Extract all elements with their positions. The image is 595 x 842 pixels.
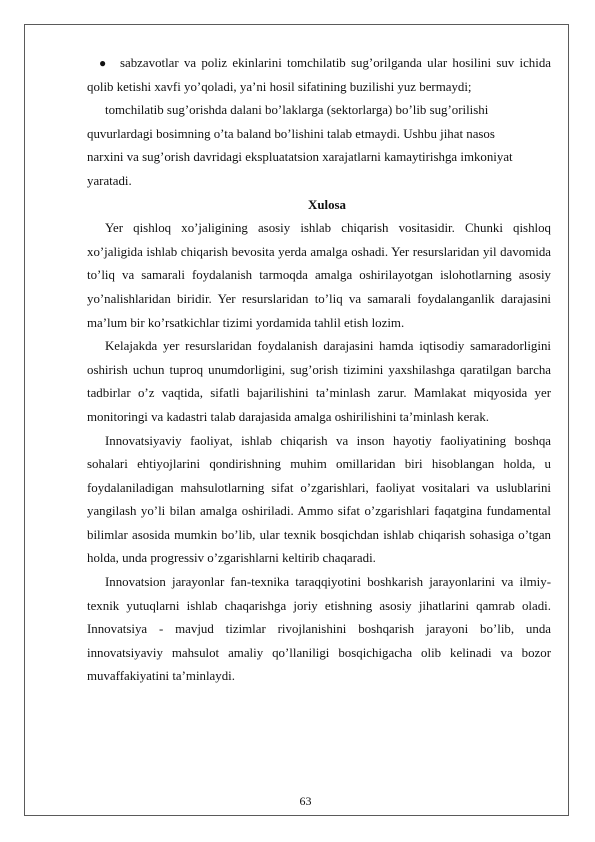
bullet-icon: ●: [99, 56, 107, 70]
paragraph: Innovatsiyaviy faoliyat, ishlab chiqarish va inson hayotiy faoliyatining boshqa sohalari ehtiyojlarini qondirishning muhim omillaridan biri hisoblangan holda, u foydalaniladigan mahsulotlarning sifat o’zgarishlari, faoliyat vositalari va uslublarini yangilash yo’li bilan amalga oshiriladi. Ammo sifat o’zgarishlari faqatgina fundamental bilimlar asosida mumkin bo’lib, ular texnik bosqichdan ishlab chiqarish sohasiga o’tgan holda, unda progressiv o’zgarishlarni keltirib chaqaradi.: [87, 433, 551, 566]
paragraph: Innovatsion jarayonlar fan-texnika taraqqiyotini boshkarish jarayonlarini va ilmiy-texnik yutuqlarni ishlab chaqarishga joriy etishning asosiy jihatlarini qamrab oladi. Innovatsiya - mavjud tizimlar rivojlanishini boshqarish jarayoni bo’lib, unda innovatsiyaviy mahsulot amaliy qo’llaniligi bosqichigacha olib kelinadi va bozor muvaffakiyatini ta’minlaydi.: [87, 575, 551, 684]
text-line: quvurlardagi bosimning o’ta baland bo’lishini talab etmaydi. Ushbu jihat nasos: [87, 126, 495, 141]
bullet-list-item: [87, 52, 551, 99]
page-number: 63: [299, 794, 312, 808]
paragraph: Kelajakda yer resurslaridan foydalanish darajasini hamda iqtisodiy samaradorligini oshirish uchun tuproq unumdorligini, sug’orish tizimini yaxshilashga qaratilgan barcha tadbirlar o’z vaqtida, sifatli bajarilishini ta’minlash zarur. Mamlakat miqyosida yer monitoringi va kadastri talab darajasida amalga oshirilishini ta’minlash kerak.: [87, 339, 551, 424]
text-line: yaratadi.: [87, 173, 132, 188]
text-line: narxini va sug’orish davridagi ekspluatatsion xarajatlarni kamaytirishga imkoniyat: [87, 150, 513, 165]
document-body: [87, 52, 551, 689]
paragraph: Yer qishloq xo’jaligining asosiy ishlab chiqarish vositasidir. Chunki qishloq xo’jaligida ishlab chiqarish bevosita yerda amalga oshadi. Yer resurslaridan yil davomida to’liq va samarali foydalanish tarmoqda amalga oshirilayotgan islohotlarning asosiy yo’nalishlaridan biridir. Yer resurslaridan to’liq va samarali foydalanganlik darajasini ma’lum bir ko’rsatkichlar tizimi yordamida tahlil etish lozim.: [87, 221, 551, 330]
section-heading: Xulosa: [308, 197, 346, 212]
text-line: tomchilatib sug’orishda dalani bo’laklarga (sektorlarga) bo’lib sug’orilishi: [105, 103, 489, 118]
bullet-text: sabzavotlar va poliz ekinlarini tomchilatib sug’orilganda ular hosilini suv ichida qolib ketishi xavfi yo’qoladi, ya’ni hosil sifatining buzilishi yuz bermaydi;: [87, 56, 551, 94]
